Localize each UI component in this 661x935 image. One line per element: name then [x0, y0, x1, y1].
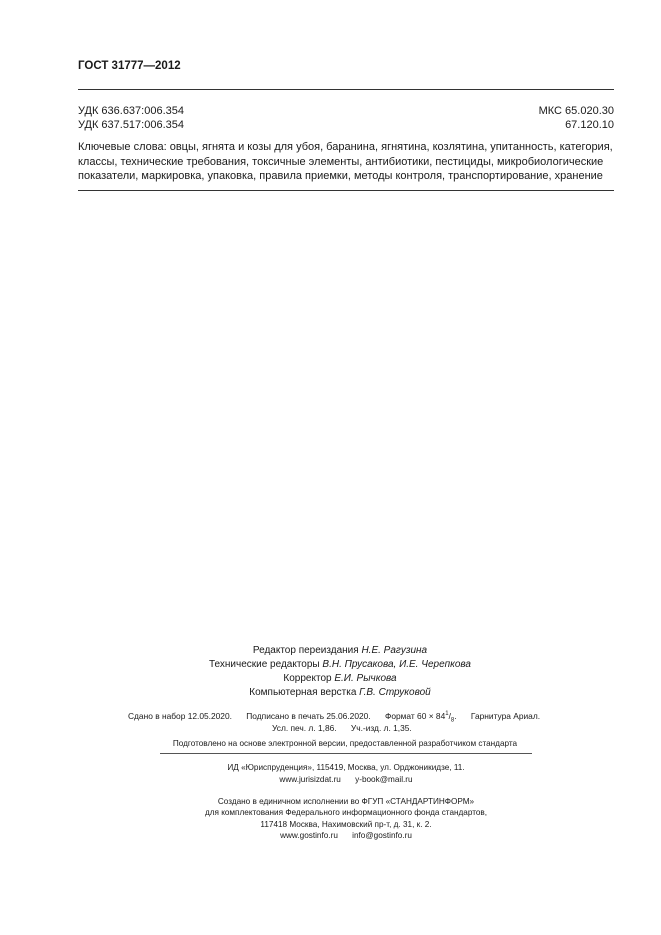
print-sheets-line: [272, 722, 424, 734]
printed-sheets: Усл. печ. л. 1,86.: [272, 723, 337, 733]
udc-code: УДК 637.517:006.354: [78, 119, 184, 131]
publisher-sheets: Уч.-изд. л. 1,35.: [350, 723, 412, 733]
publisher-website[interactable]: www.jurisizdat.ru: [279, 775, 341, 784]
typeface: Гарнитура Ариал.: [470, 710, 541, 721]
paper-format: Формат $60 \times 84^1/_8$.: [384, 710, 457, 724]
credit-layout: Компьютерная верстка Г.В. Струковой: [249, 687, 431, 698]
keywords-line: классы, технические требования, токсичные элементы, антибиотики, пестициды, микробиологические: [78, 155, 604, 168]
printer-line: Создано в единичном исполнении во ФГУП «СТАНДАРТИНФОРМ»: [217, 797, 475, 806]
printer-line: 117418 Москва, Нахимовский пр-т, д. 31, к. 2.: [260, 819, 432, 829]
credit-proofreader: Корректор Е.И. Рычкова: [283, 673, 397, 684]
keywords-line: Ключевые слова: овцы, ягнята и козы для убоя, баранина, ягнятина, козлятина, упитанность, категория,: [78, 141, 613, 153]
printer-info: [160, 796, 532, 842]
publisher-address: ИД «Юриспруденция», 115419, Москва, ул. Орджоникидзе, 11.: [227, 763, 465, 772]
top-divider: [78, 89, 614, 90]
credit-editor: Редактор переиздания Н.Е. Рагузина: [252, 645, 428, 656]
mks-code: МКС 65.020.30: [538, 105, 614, 117]
publisher-links: [160, 774, 532, 786]
standard-number: ГОСТ 31777—2012: [78, 60, 181, 72]
keywords-divider: [78, 190, 614, 191]
mks-codes: [539, 104, 614, 132]
credit-tech-editors: Технические редакторы В.Н. Прусакова, И.Е. Черепкова: [208, 659, 471, 670]
keywords-paragraph: [78, 140, 618, 184]
submitted-date: Сдано в набор 12.05.2020.: [128, 710, 232, 721]
printer-line: для комплектования Федерального информационного фонда стандартов,: [204, 808, 488, 818]
mks-code: 67.120.10: [565, 119, 614, 131]
publisher-info: [160, 762, 532, 786]
prepared-note: Подготовлено на основе электронной версии, предоставленной разработчиком стандарта: [172, 739, 518, 748]
udc-codes: [78, 104, 184, 132]
bottom-divider: [160, 753, 532, 754]
printer-email[interactable]: info@gostinfo.ru: [352, 831, 412, 841]
printer-links: [160, 830, 532, 841]
keywords-line: показатели, маркировка, упаковка, правила приемки, методы контроля, транспортирование, хранение: [78, 170, 603, 182]
signed-date: Подписано в печать 25.06.2020.: [246, 710, 371, 721]
udc-code: УДК 636.637:006.354: [78, 105, 184, 117]
editorial-credits: [180, 644, 500, 700]
publisher-email[interactable]: y-book@mail.ru: [355, 775, 413, 784]
printer-website[interactable]: www.gostinfo.ru: [280, 831, 338, 841]
